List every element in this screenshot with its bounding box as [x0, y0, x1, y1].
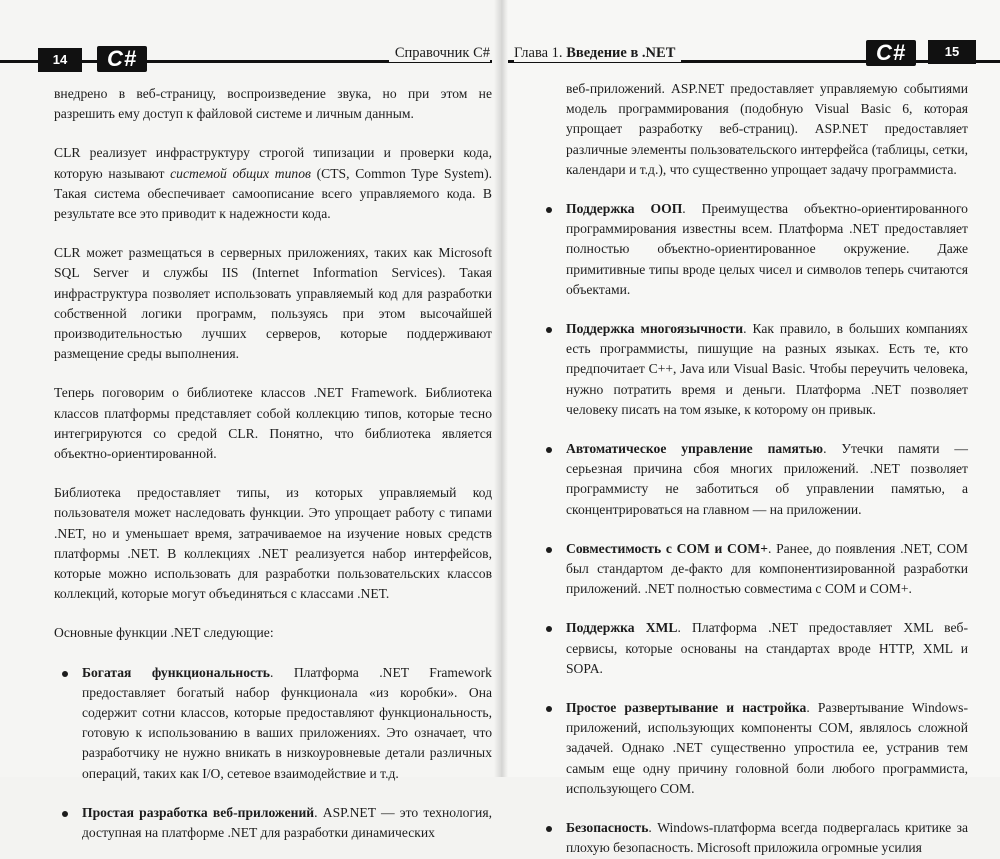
paragraph: внедрено в веб-страницу, воспроизведение звука, но при этом не разрешить ему доступ к файловой системе и личным данным.	[54, 86, 492, 122]
csharp-logo: C#	[97, 46, 147, 72]
page-number: 14	[38, 48, 82, 72]
bullet-icon	[546, 826, 552, 832]
right-page	[500, 0, 1000, 856]
csharp-logo: C#	[866, 40, 916, 66]
bullet-icon	[546, 327, 552, 333]
list-item: Простое развертывание и настройка. Развертывание Windows-приложений, использующих компоненты COM, являлось сложной задачей. Однако .NET существенно упростила ее, устранив тем самым еще одну причину головной боли любого программиста, использующего COM.	[538, 698, 968, 799]
page-number: 15	[928, 40, 976, 64]
right-body-text	[538, 79, 968, 859]
bullet-icon	[62, 811, 68, 817]
running-head: Справочник C#	[389, 44, 490, 62]
paragraph: Библиотека предоставляет типы, из которых управляемый код пользователя может наследовать функции. Это упрощает работу с типами .NET, но и уменьшает время, затрачиваемое на изучение новых средств платформы .NET. В коллекциях .NET реализуется набор интерфейсов, которые можно использовать для разработки пользовательских классов коллекций, которые могут объединяться с классами .NET.	[54, 485, 492, 602]
paragraph: Теперь поговорим о библиотеке классов .NET Framework. Библиотека классов платформы представляет собой коллекцию типов, которые тесно интегрируются со средой CLR. Понятно, что библиотека является объектно-ориентированной.	[54, 385, 492, 462]
bullet-icon	[546, 547, 552, 553]
list-item: Поддержка XML. Платформа .NET предоставляет XML веб-сервисы, которые основаны на стандартах вроде HTTP, XML и SOPA.	[538, 618, 968, 679]
paragraph: CLR реализует инфраструктуру строгой типизации и проверки кода, которую называют системой общих типов (CTS, Common Type System). Такая система обеспечивает самоописание всего управляемого кода. В результате все это приводит к надежности кода.	[54, 145, 492, 222]
bullet-icon	[62, 671, 68, 677]
bullet-icon	[546, 706, 552, 712]
list-item: Совместимость с COM и COM+. Ранее, до появления .NET, COM был стандартом де-факто для компонентизированной разработки приложений. .NET полностью совместима с COM и COM+.	[538, 539, 968, 600]
bullet-icon	[546, 447, 552, 453]
feature-list	[538, 199, 968, 858]
list-item: Поддержка ООП. Преимущества объектно-ориентированного программирования известны всем. Платформа .NET предоставляет полностью объектно-ориентированное окружение. Даже примитивные типы вроде целых чисел и символов теперь считаются объектами.	[538, 199, 968, 300]
list-item: Простая разработка веб-приложений. ASP.NET — это технология, доступная на платформе .NET для разработки динамических	[54, 803, 492, 843]
paragraph: CLR может размещаться в серверных приложениях, таких как Microsoft SQL Server и службы IIS (Internet Information Services). Такая инфраструктура позволяет использовать управляемый код для разработки собственной логики программ, пользуясь при этом высочайшей производительностью лучших серверов, которые поддерживают размещение среды выполнения.	[54, 245, 492, 362]
italic-term: системой общих типов	[170, 165, 311, 181]
paragraph: веб-приложений. ASP.NET предоставляет управляемую событиями модель программирования (подобную Visual Basic 6, которая упрощает разработку веб-страниц). ASP.NET предоставляет различные элементы пользовательского интерфейса (таблицы, сетки, календари и т.д.), что существенно упрощает задачу программиста.	[566, 81, 968, 177]
list-item: Поддержка многоязычности. Как правило, в больших компаниях есть программисты, пишущие на разных языках. Есть те, кто предпочитает C++, Java или Visual Basic. Чтобы переучить человека, нужно потратить время и деньги. Платформа .NET позволяет человеку писать на том языке, к которому он привык.	[538, 319, 968, 420]
book-gutter	[494, 0, 508, 777]
bullet-icon	[546, 207, 552, 213]
feature-list	[54, 663, 492, 844]
running-head: Глава 1. Введение в .NET	[514, 44, 681, 62]
left-body-text	[54, 84, 492, 843]
bullet-icon	[546, 626, 552, 632]
paragraph: Основные функции .NET следующие:	[54, 625, 274, 641]
list-item: Богатая функциональность. Платформа .NET Framework предоставляет богатый набор функционала «из коробки». Она содержит сотни классов, которые предоставляют функциональность, готовую к использованию в ваших приложениях. Это означает, что разработчику не нужно вникать в низкоуровневые детали различных операций, таких как I/O, сетевое взаимодействие и т.д.	[54, 663, 492, 784]
left-page	[0, 0, 500, 841]
list-item: Безопасность. Windows-платформа всегда подвергалась критике за плохую безопасность. Microsoft приложила огромные усилия	[538, 818, 968, 858]
list-item: Автоматическое управление памятью. Утечки памяти — серьезная причина сбоя многих приложений. .NET позволяет программисту не заботиться об управлении памятью, а сконцентрироваться на главном — на приложении.	[538, 439, 968, 520]
